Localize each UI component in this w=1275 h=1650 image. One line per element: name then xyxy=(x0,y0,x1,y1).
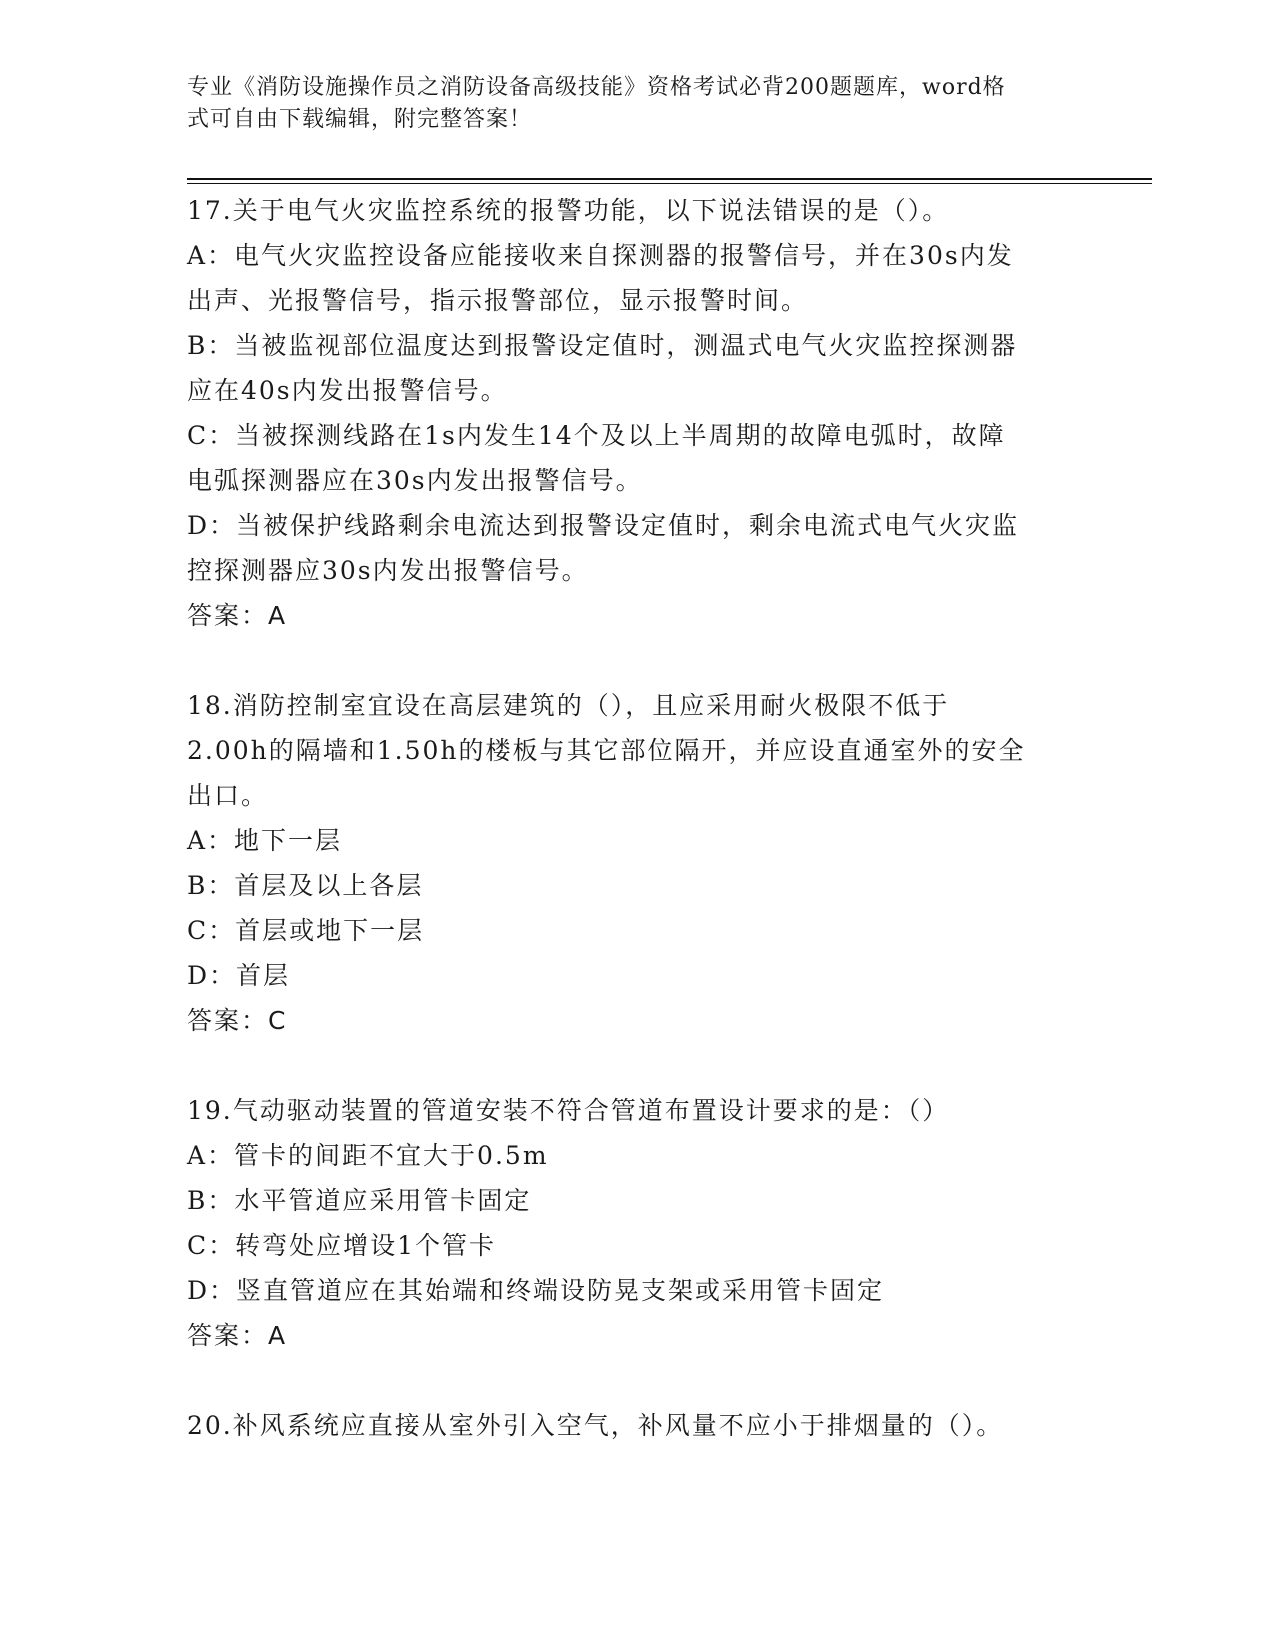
question-block xyxy=(187,1088,1087,1358)
question-list xyxy=(187,188,1087,1448)
option-a-line-2: 出声、光报警信号，指示报警部位，显示报警时间。 xyxy=(187,286,809,315)
question-stem-line-1: 18.消防控制室宜设在高层建筑的（），且应采用耐火极限不低于 xyxy=(187,691,950,720)
answer-label: 答案：A xyxy=(187,1321,288,1350)
option-b: B：首层及以上各层 xyxy=(187,871,424,900)
answer-label: 答案：A xyxy=(187,601,288,630)
option-b-line-1: B：当被监视部位温度达到报警设定值时，测温式电气火灾监控探测器 xyxy=(187,331,1018,360)
spacer xyxy=(187,1043,1087,1088)
option-c-line-1: C：当被探测线路在1s内发生14个及以上半周期的故障电弧时，故障 xyxy=(187,421,1006,450)
option-d: D：首层 xyxy=(187,961,291,990)
option-d-line-1: D：当被保护线路剩余电流达到报警设定值时，剩余电流式电气火灾监 xyxy=(187,511,1020,540)
question-stem-line-2: 2.00h的隔墙和1.50h的楼板与其它部位隔开，并应设直通室外的安全 xyxy=(187,736,1026,765)
header-rule-thick xyxy=(187,178,1152,180)
option-b: B：水平管道应采用管卡固定 xyxy=(187,1186,532,1215)
question-stem: 17.关于电气火灾监控系统的报警功能，以下说法错误的是（）。 xyxy=(187,196,950,225)
option-c: C：首层或地下一层 xyxy=(187,916,425,945)
header-line-2: 式可自由下载编辑，附完整答案！ xyxy=(187,107,533,132)
document-header xyxy=(187,72,1067,136)
option-a: A：地下一层 xyxy=(187,826,343,855)
option-d-line-2: 控探测器应30s内发出报警信号。 xyxy=(187,556,589,585)
header-line-1: 专业《消防设施操作员之消防设备高级技能》资格考试必背200题题库，word格 xyxy=(187,75,1006,100)
question-stem: 19.气动驱动装置的管道安装不符合管道布置设计要求的是：（） xyxy=(187,1096,950,1125)
option-b-line-2: 应在40s内发出报警信号。 xyxy=(187,376,508,405)
question-block xyxy=(187,188,1087,638)
option-c-line-2: 电弧探测器应在30s内发出报警信号。 xyxy=(187,466,643,495)
option-a-line-1: A：电气火灾监控设备应能接收来自探测器的报警信号，并在30s内发 xyxy=(187,241,1014,270)
option-a: A：管卡的间距不宜大于0.5m xyxy=(187,1141,549,1170)
question-stem: 20.补风系统应直接从室外引入空气，补风量不应小于排烟量的（）。 xyxy=(187,1411,1004,1440)
spacer xyxy=(187,1358,1087,1403)
header-rule-thin xyxy=(187,183,1152,184)
question-block xyxy=(187,1403,1087,1448)
option-c: C：转弯处应增设1个管卡 xyxy=(187,1231,497,1260)
option-d: D：竖直管道应在其始端和终端设防晃支架或采用管卡固定 xyxy=(187,1276,885,1305)
spacer xyxy=(187,638,1087,683)
question-block xyxy=(187,683,1087,1043)
answer-label: 答案：C xyxy=(187,1006,288,1035)
question-stem-line-3: 出口。 xyxy=(187,781,269,810)
